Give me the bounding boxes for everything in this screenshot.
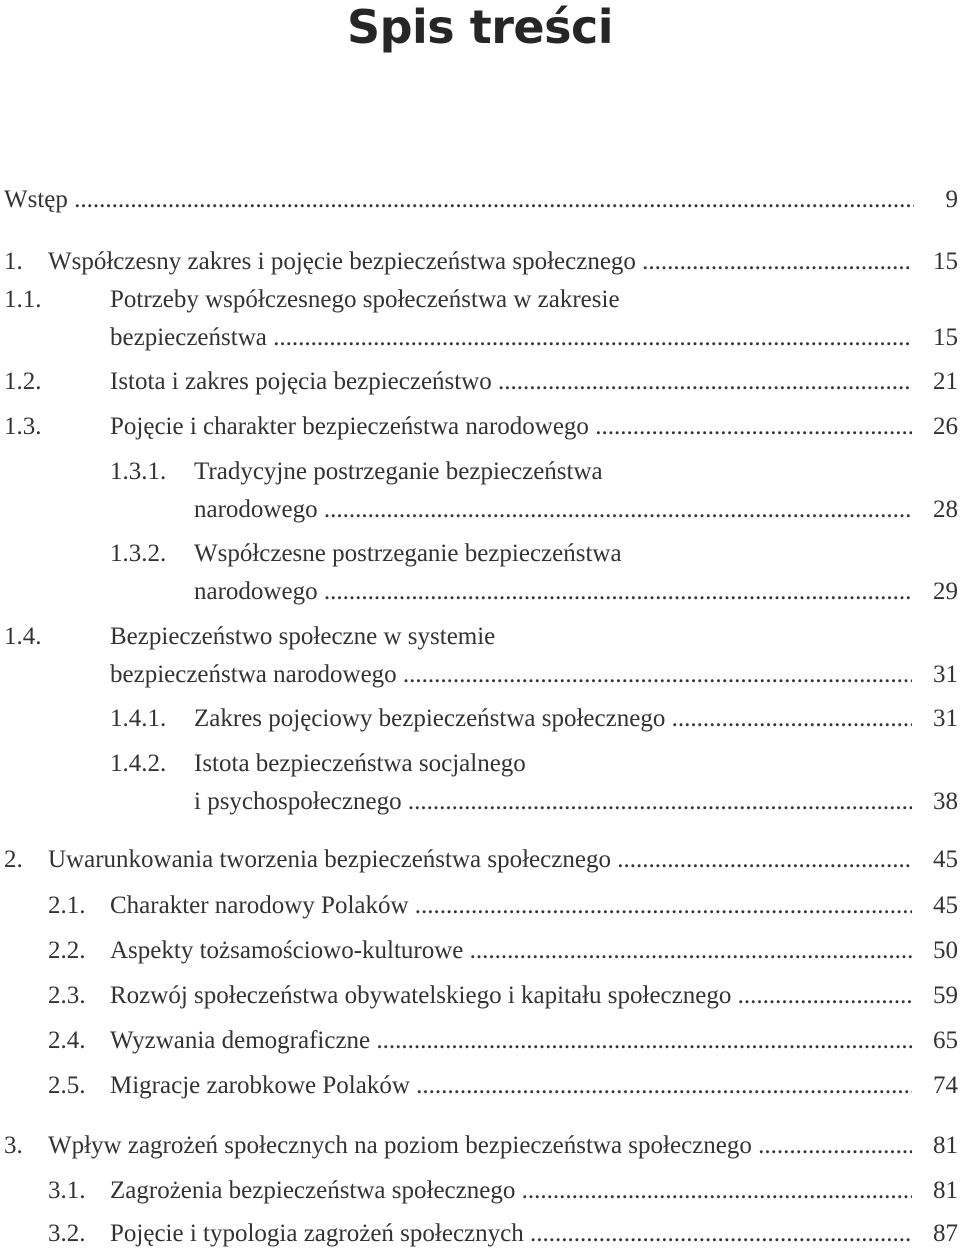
toc-entry[interactable] [0,405,960,449]
toc-page-number: 31 [933,705,958,732]
toc-entry-title: Wpływ zagrożeń społecznych na poziom bezpieczeństwa społecznego ..... [48,1124,912,1168]
toc-page-number: 15 [933,248,958,275]
toc-entry[interactable] [0,1212,960,1256]
toc-entry-continuation[interactable] [0,653,960,697]
toc-entry-title: bezpieczeństwa narodowego ..... [110,653,912,697]
toc-entry-number: 2.1. [48,892,86,919]
toc-entry-number: 1.2. [4,368,42,395]
toc-entry-number: 2.4. [48,1027,86,1054]
toc-entry-continuation[interactable] [0,316,960,360]
toc-entry-number: 1.3.2. [110,540,167,567]
toc-entry[interactable] [0,1169,960,1213]
toc-entry-continuation[interactable] [0,570,960,614]
toc-entry-title: Współczesne postrzeganie bezpieczeństwa [194,540,622,567]
toc-entry-title: Istota i zakres pojęcia bezpieczeństwo ..... [110,360,912,404]
toc-page-number: 38 [933,788,958,815]
toc-page-number: 81 [933,1177,958,1204]
toc-entry-title: narodowego ..... [194,570,912,614]
toc-entry[interactable] [0,1019,960,1063]
toc-entry-number: 2. [4,846,23,873]
toc-entry-title: Zagrożenia bezpieczeństwa społecznego ..... [110,1169,912,1213]
toc-page-number: 65 [933,1027,958,1054]
toc-entry[interactable] [0,697,960,741]
toc-entry-title: Tradycyjne postrzeganie bezpieczeństwa [194,458,603,485]
toc-entry-number: 3.1. [48,1177,86,1204]
toc-entry[interactable] [0,974,960,1018]
toc-page-number: 45 [933,846,958,873]
toc-page-number: 15 [933,324,958,351]
toc-page-number: 50 [933,937,958,964]
toc-entry-title: Rozwój społeczeństwa obywatelskiego i kapitału społecznego ..... [110,974,912,1018]
page-title: Spis treści [346,0,613,54]
toc-entry[interactable] [0,929,960,973]
toc-page-number: 59 [933,982,958,1009]
toc-entry-title: Wyzwania demograficzne ..... [110,1019,912,1063]
toc-entry[interactable] [0,1124,960,1168]
toc-entry-title: Charakter narodowy Polaków ..... [110,884,912,928]
toc-entry-number: 1. [4,248,23,275]
toc-entry-number: 3. [4,1132,23,1159]
toc-entry-number: 2.5. [48,1072,86,1099]
toc-entry[interactable] [0,884,960,928]
toc-page-number: 26 [933,413,958,440]
toc-entry-title: Istota bezpieczeństwa socjalnego [194,750,526,777]
toc-entry-title: narodowego ..... [194,488,912,532]
toc-page-number: 9 [945,186,958,213]
toc-entry-title: Uwarunkowania tworzenia bezpieczeństwa społecznego ..... [48,838,912,882]
toc-entry-number: 1.4.1. [110,705,167,732]
toc-page-number: 87 [933,1220,958,1247]
toc-entry-number: 2.2. [48,937,86,964]
toc-entry-number: 2.3. [48,982,86,1009]
toc-page-number: 21 [933,368,958,395]
toc-page-number: 31 [933,661,958,688]
toc-page-number: 28 [933,496,958,523]
toc-entry[interactable] [0,178,960,222]
toc-entry-title: Potrzeby współczesnego społeczeństwa w zakresie [110,286,620,313]
toc-entry-title: Wstęp ..... [4,178,914,222]
toc-entry-title: Aspekty tożsamościowo-kulturowe ..... [110,929,912,973]
toc-entry-number: 1.4.2. [110,750,167,777]
toc-entry-number: 3.2. [48,1220,86,1247]
toc-entry[interactable] [0,838,960,882]
toc-entry-number: 1.3.1. [110,458,167,485]
toc-entry-continuation[interactable] [0,488,960,532]
toc-entry[interactable] [0,360,960,404]
toc-entry-title: Migracje zarobkowe Polaków ..... [110,1064,912,1108]
toc-entry-title: Zakres pojęciowy bezpieczeństwa społecznego ..... [194,697,912,741]
toc-page-number: 81 [933,1132,958,1159]
toc-entry-title: Pojęcie i typologia zagrożeń społecznych ..... [110,1212,912,1256]
toc-entry-title: Bezpieczeństwo społeczne w systemie [110,623,496,650]
toc-entry-title: bezpieczeństwa ..... [110,316,912,360]
toc-page-number: 45 [933,892,958,919]
toc-entry-continuation[interactable] [0,780,960,824]
toc-entry-title: i psychospołecznego ..... [194,780,912,824]
toc-page-number: 74 [933,1072,958,1099]
toc-entry-title: Pojęcie i charakter bezpieczeństwa narodowego ..... [110,405,912,449]
toc-page-number: 29 [933,578,958,605]
toc-entry-number: 1.4. [4,623,42,650]
toc-entry-title: Współczesny zakres i pojęcie bezpieczeństwa społecznego ..... [48,240,912,284]
toc-entry-number: 1.3. [4,413,42,440]
toc-entry-number: 1.1. [4,286,42,313]
toc-entry[interactable] [0,1064,960,1108]
